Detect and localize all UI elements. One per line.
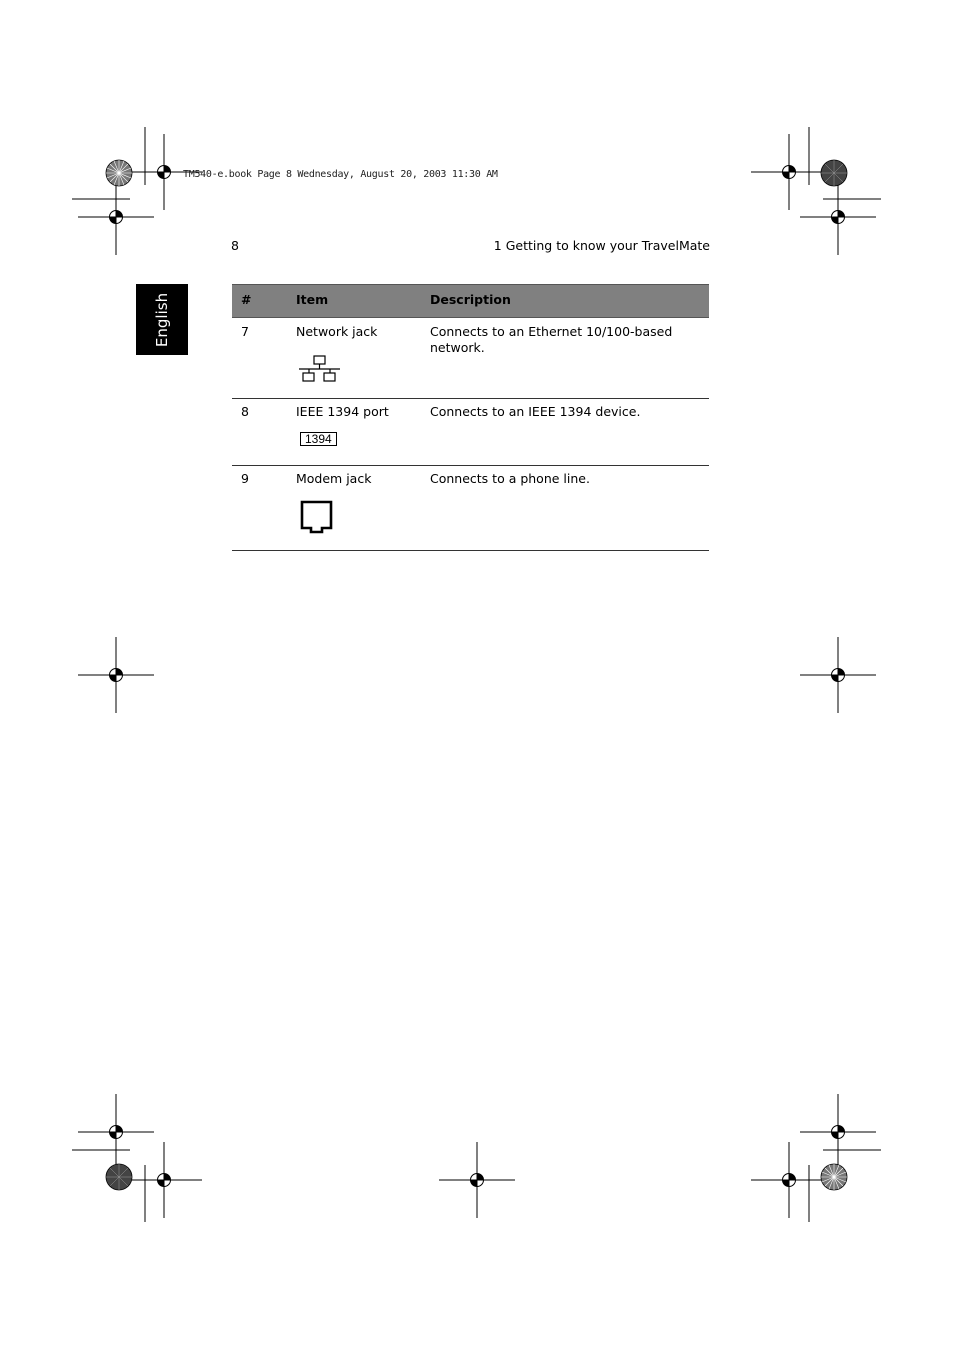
table-row (232, 466, 709, 551)
print-slug: TM540-e.book Page 8 Wednesday, August 20, 2003 11:30 AM (183, 169, 498, 180)
row-description: Connects to an Ethernet 10/100-based network. (430, 324, 673, 355)
table-header (232, 284, 709, 318)
column-header-number: # (241, 292, 252, 307)
table-row (232, 399, 709, 466)
row-item: IEEE 1394 port (296, 404, 389, 419)
row-number: 8 (241, 404, 249, 419)
table-row (232, 318, 709, 399)
row-item: Network jack (296, 324, 378, 339)
row-item: Modem jack (296, 471, 372, 486)
running-header: 1 Getting to know your TravelMate (493, 238, 710, 253)
page-number: 8 (231, 238, 239, 253)
modem-icon (300, 500, 336, 534)
ports-table (232, 284, 709, 551)
column-header-item: Item (296, 292, 329, 307)
language-tab (136, 284, 188, 355)
column-header-description: Description (430, 292, 511, 307)
row-number: 9 (241, 471, 249, 486)
ieee1394-icon: 1394 (300, 432, 337, 446)
row-description: Connects to an IEEE 1394 device. (430, 404, 641, 419)
row-description: Connects to a phone line. (430, 471, 590, 486)
network-icon (298, 355, 342, 383)
language-tab-label: English (153, 292, 171, 347)
row-number: 7 (241, 324, 249, 339)
